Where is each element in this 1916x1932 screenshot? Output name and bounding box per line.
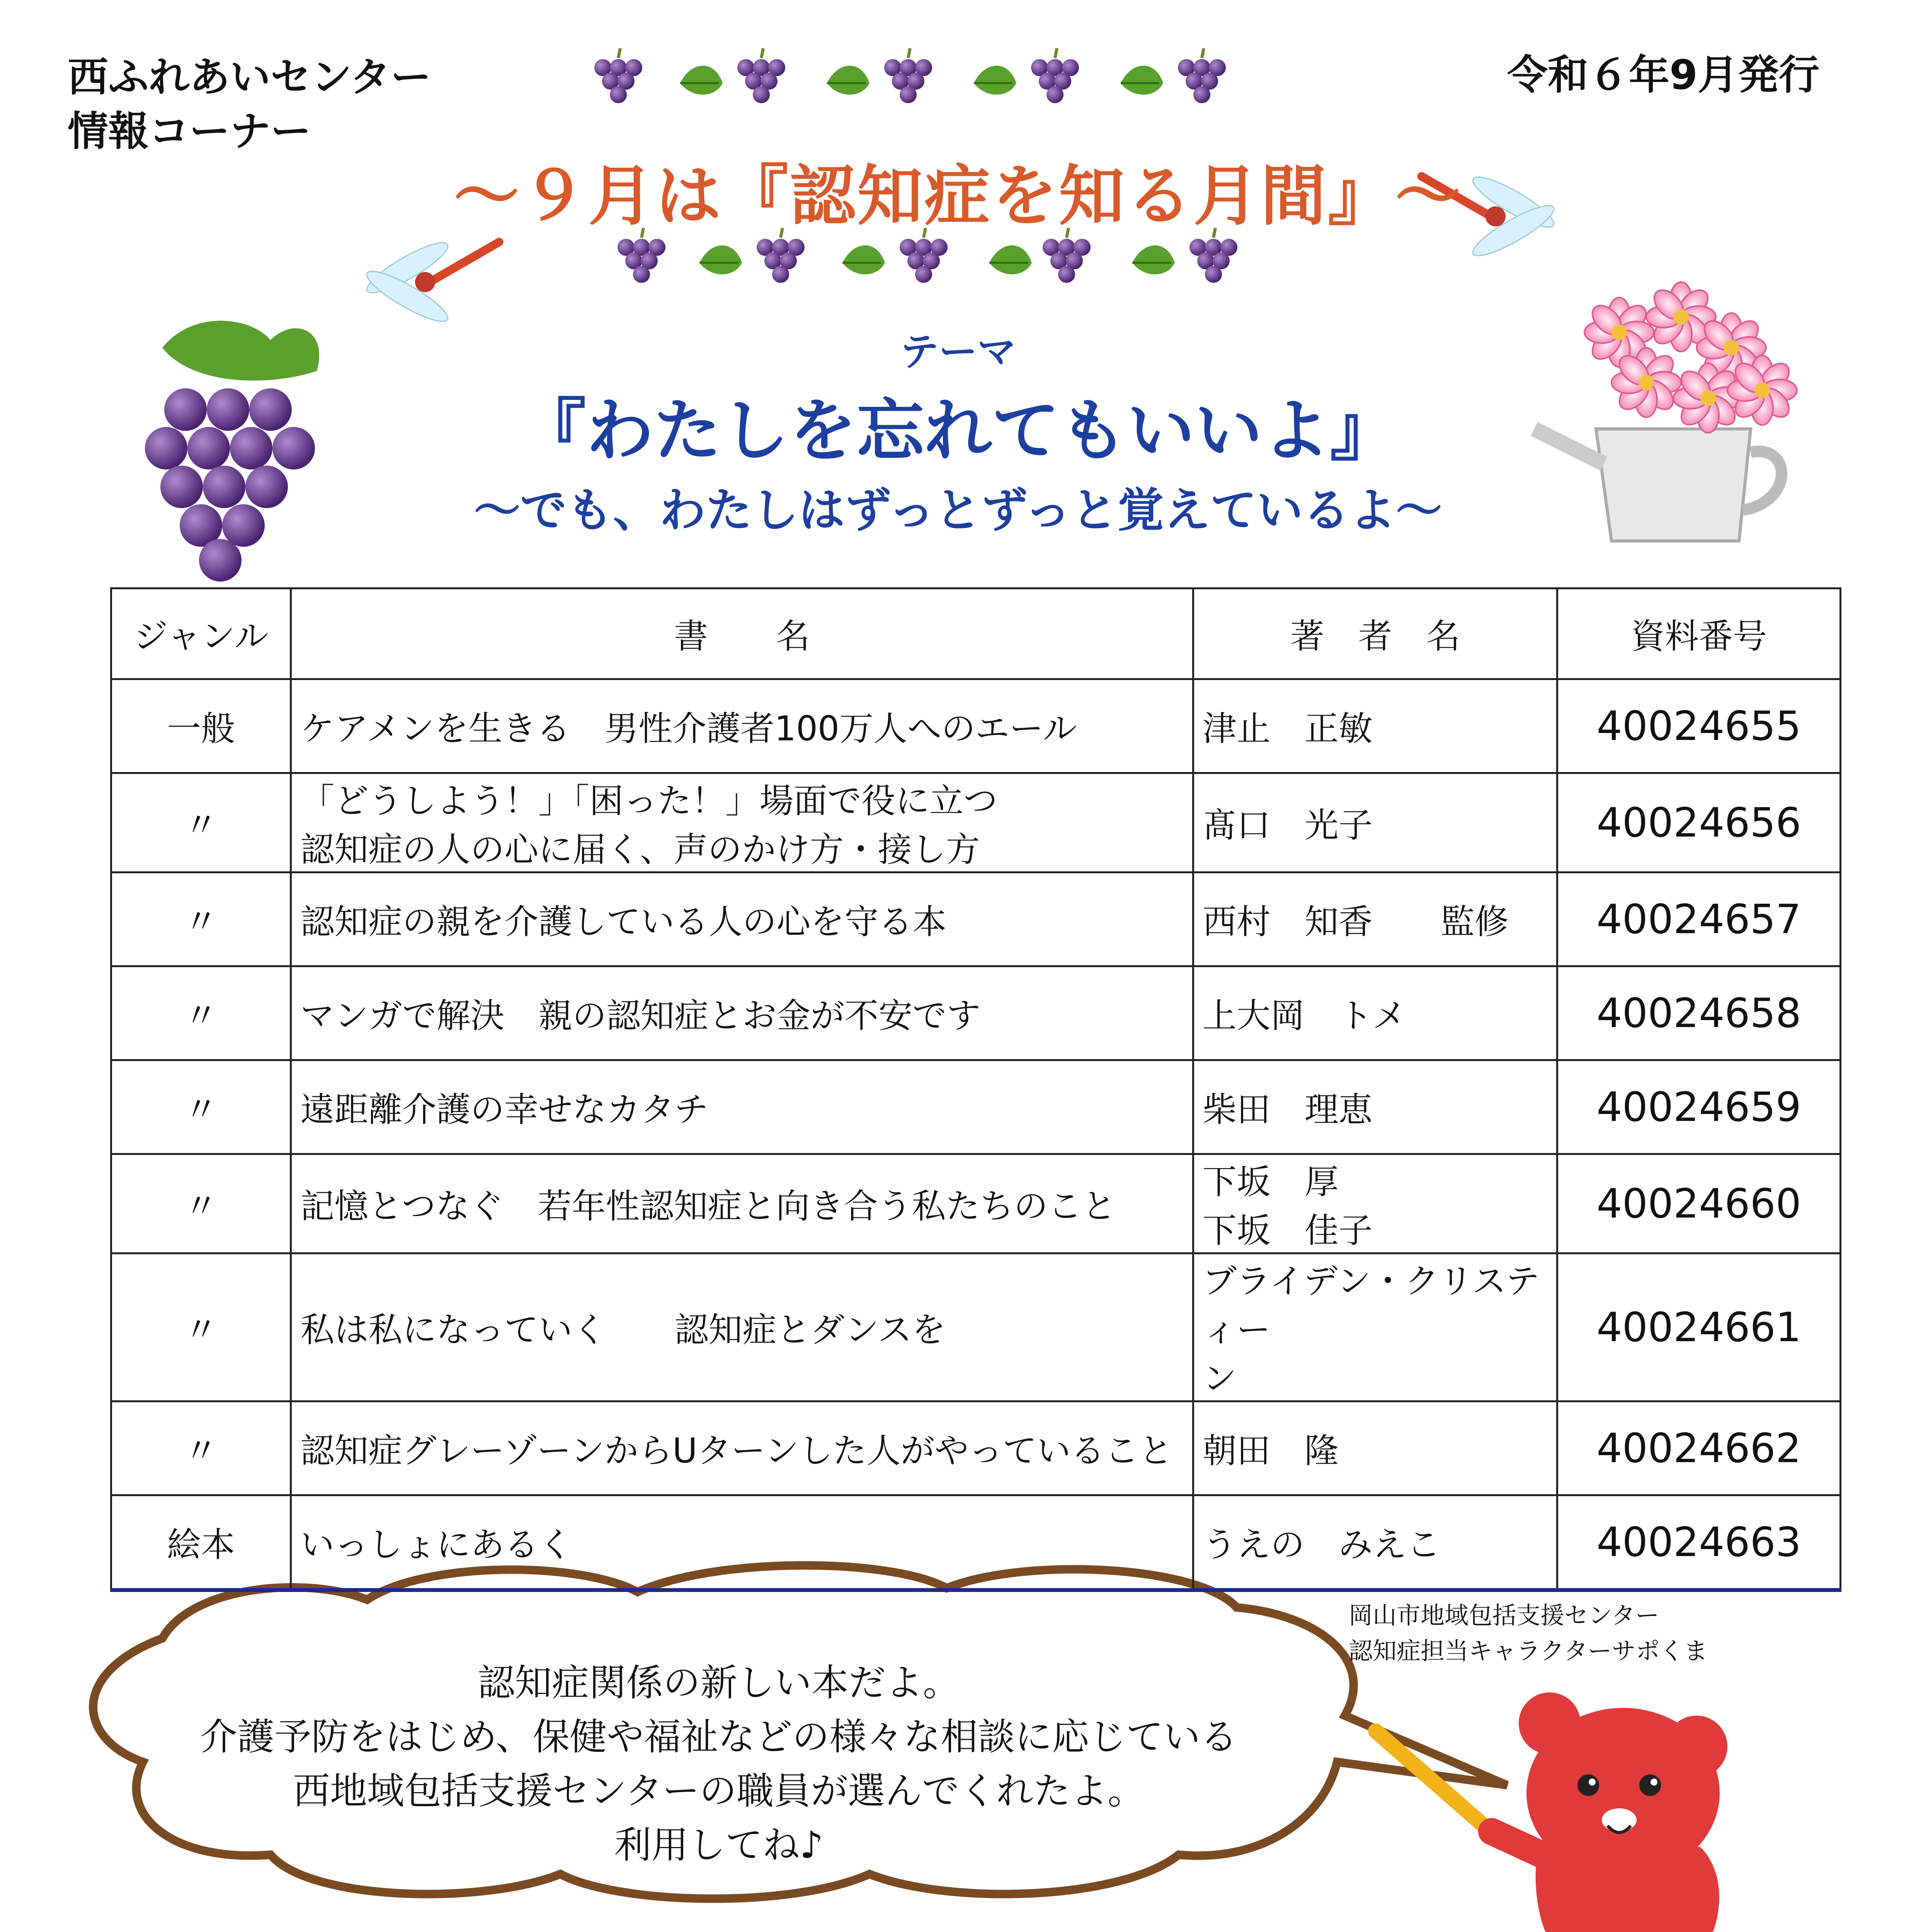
author-cell-text: 津止 正敏 [1202, 709, 1373, 748]
org-line-2: 情報コーナー [68, 108, 311, 155]
speech-bubble-text [139, 1656, 1298, 1872]
genre-cell-text: 絵本 [167, 1525, 235, 1565]
org-name [68, 50, 431, 158]
title-cell [291, 872, 1193, 966]
bubble-line-3: 西地域包括支援センターの職員が選んでくれたよ。 [293, 1769, 1145, 1813]
author-cell-text: ブライデン・クリスティー [1202, 1261, 1540, 1350]
bubble-line-1: 認知症関係の新しい本だよ。 [478, 1661, 960, 1704]
author-cell-text: うえの みえこ [1202, 1525, 1441, 1565]
bubble-line-4: 利用してね♪ [614, 1823, 824, 1867]
number-cell-text: 40024659 [1596, 1083, 1801, 1131]
issue-date: 令和６年9月発行 [1507, 51, 1819, 99]
author-cell [1193, 1060, 1557, 1154]
caption-line-2: 認知症担当キャラクターサポくま [1349, 1637, 1708, 1665]
org-line-1: 西ふれあいセンター [68, 54, 431, 101]
genre-cell-text: 〃 [184, 996, 218, 1036]
sapokuma-bear-icon [1376, 1692, 1727, 1932]
number-cell [1557, 1060, 1841, 1154]
number-cell-text: 40024661 [1596, 1304, 1801, 1351]
table-row [111, 1495, 1841, 1590]
number-cell [1557, 1401, 1841, 1495]
genre-cell-text: 一般 [167, 709, 235, 748]
table-row [111, 679, 1841, 773]
main-title: ～９月は『認知症を知る月間』～ [453, 158, 1462, 235]
author-cell-text: 朝田 隆 [1202, 1431, 1339, 1471]
number-cell [1557, 872, 1841, 966]
number-cell [1557, 1495, 1841, 1590]
table-row [111, 1401, 1841, 1495]
table-row [111, 1154, 1841, 1253]
title-cell-text: 記憶とつなぐ 若年性認知症と向き合う私たちのこと [300, 1186, 1116, 1226]
genre-cell [111, 1401, 291, 1495]
author-cell-text: 下坂 佳子 [1202, 1211, 1373, 1250]
theme-title: 『わたしを忘れてもいいよ』 [518, 392, 1398, 470]
theme-subtitle: ～でも、わたしはずっとずっと覚えているよ～ [474, 484, 1442, 537]
genre-cell [111, 1154, 291, 1253]
title-cell-text: いっしょにあるく [300, 1525, 573, 1565]
author-cell [1193, 872, 1557, 966]
table-row [111, 966, 1841, 1060]
table-row [111, 1253, 1841, 1401]
author-cell [1193, 1253, 1557, 1401]
grape-strip-top [594, 48, 1226, 103]
title-cell-text: ケアメンを生きる 男性介護者100万人へのエール [300, 709, 1077, 748]
genre-cell-text: 〃 [184, 805, 218, 845]
author-cell-text: 髙口 光子 [1202, 805, 1373, 845]
author-cell [1193, 773, 1557, 872]
header-title: 書 名 [291, 588, 1193, 679]
title-cell-text: 認知症の親を介護している人の心を守る本 [300, 902, 947, 942]
number-cell-text: 40024663 [1596, 1519, 1801, 1566]
theme-label: テーマ [900, 329, 1016, 374]
genre-cell [111, 773, 291, 872]
title-cell-text: 遠距離介護の幸せなカタチ [300, 1090, 709, 1129]
title-cell [291, 773, 1193, 872]
genre-cell-text: 〃 [184, 1090, 218, 1129]
header-author: 著 者 名 [1193, 588, 1557, 679]
title-cell-text: 認知症の人の心に届く、声のかけ方・接し方 [300, 830, 980, 869]
genre-cell-text: 〃 [184, 902, 218, 942]
title-cell-text: 私は私になっていく 認知症とダンスを [300, 1310, 946, 1350]
genre-cell [111, 872, 291, 966]
genre-cell [111, 679, 291, 773]
author-cell [1193, 1154, 1557, 1253]
number-cell-text: 40024656 [1596, 799, 1801, 846]
genre-cell-text: 〃 [184, 1310, 218, 1350]
author-cell [1193, 1495, 1557, 1590]
genre-cell-text: 〃 [184, 1186, 218, 1226]
author-cell-text: 西村 知香 監修 [1202, 902, 1509, 942]
number-cell [1557, 1154, 1841, 1253]
number-cell [1557, 1253, 1841, 1401]
genre-cell [111, 1060, 291, 1154]
number-cell-text: 40024660 [1596, 1180, 1801, 1227]
genre-cell [111, 1495, 291, 1590]
title-cell [291, 1401, 1193, 1495]
title-cell [291, 1154, 1193, 1253]
character-caption [1349, 1598, 1708, 1669]
genre-cell [111, 966, 291, 1060]
number-cell [1557, 679, 1841, 773]
table-row [111, 872, 1841, 966]
header-number: 資料番号 [1557, 588, 1841, 679]
number-cell [1557, 966, 1841, 1060]
title-cell-text: 認知症グレーゾーンからUターンした人がやっていること [300, 1431, 1173, 1471]
genre-cell-text: 〃 [184, 1431, 218, 1471]
number-cell-text: 40024655 [1596, 702, 1801, 750]
title-cell [291, 1495, 1193, 1590]
header-genre: ジャンル [111, 588, 291, 679]
title-cell [291, 1060, 1193, 1154]
bubble-line-2: 介護予防をはじめ、保健や福祉などの様々な相談に応じている [200, 1715, 1238, 1759]
caption-line-1: 岡山市地域包括支援センター [1349, 1601, 1659, 1629]
table-row [111, 1060, 1841, 1154]
author-cell-text: ン [1202, 1359, 1237, 1398]
table-header-row [111, 588, 1841, 679]
author-cell-text: 柴田 理恵 [1202, 1090, 1373, 1129]
number-cell-text: 40024662 [1596, 1425, 1801, 1472]
title-cell-text: 「どうしよう！」「困った！」場面で役に立つ [300, 781, 998, 821]
author-cell-text: 下坂 厚 [1202, 1162, 1339, 1202]
author-cell [1193, 966, 1557, 1060]
author-cell [1193, 1401, 1557, 1495]
title-cell [291, 966, 1193, 1060]
dragonfly-left [362, 235, 505, 329]
number-cell-text: 40024657 [1596, 896, 1801, 943]
title-cell [291, 1253, 1193, 1401]
number-cell-text: 40024658 [1596, 990, 1801, 1037]
title-cell-text: マンガで解決 親の認知症とお金が不安です [300, 996, 981, 1036]
number-cell [1557, 773, 1841, 872]
book-table [110, 587, 1841, 1592]
author-cell-text: 上大岡 トメ [1202, 996, 1406, 1036]
author-cell [1193, 679, 1557, 773]
genre-cell [111, 1253, 291, 1401]
title-cell [291, 679, 1193, 773]
table-row [111, 773, 1841, 872]
